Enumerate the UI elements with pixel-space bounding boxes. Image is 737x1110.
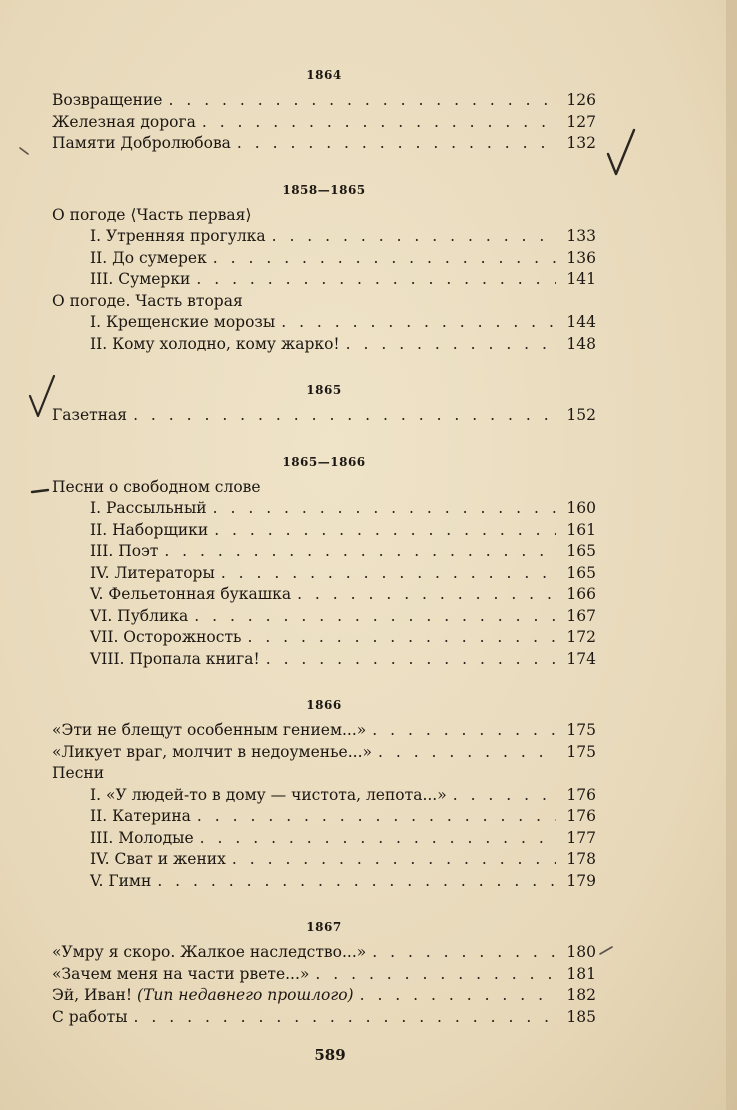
toc-entry [52, 312, 596, 334]
dot-leader [266, 649, 556, 671]
toc-entry [52, 541, 596, 563]
dot-leader [200, 828, 556, 850]
entry-page-number: 165 [566, 563, 596, 582]
dot-leader [272, 226, 556, 248]
entry-page-number: 132 [566, 134, 596, 152]
entry-title-text: Памяти Добролюбова [52, 134, 231, 152]
entry-title [52, 133, 231, 155]
entry-title [52, 985, 354, 1007]
entry-title [90, 520, 208, 542]
dot-leader [372, 720, 556, 742]
toc-entry [52, 985, 596, 1007]
toc-entry [52, 627, 596, 649]
entry-title [90, 226, 266, 248]
entry-title-text: IV. Литераторы [90, 563, 215, 582]
toc-section [52, 916, 596, 1028]
entry-title [52, 477, 261, 499]
dot-leader [237, 133, 556, 155]
entry-title-text: II. Наборщики [90, 520, 209, 539]
dot-leader [360, 985, 556, 1007]
entry-page-number: 136 [566, 248, 596, 267]
entry-title-text: С работы [52, 1007, 128, 1026]
pencil-dash-icon [30, 486, 52, 496]
dot-leader [197, 806, 556, 828]
entry-title-text: «Зачем меня на части рвете...» [52, 964, 310, 983]
entry-title [90, 849, 226, 871]
entry-title [90, 334, 340, 356]
entry-page-number: 152 [566, 406, 596, 424]
toc-entry [52, 520, 596, 542]
section-year-heading: 1867 [306, 920, 342, 934]
entry-title-text: Песни [52, 764, 105, 782]
entry-title [52, 112, 196, 134]
entry-title [90, 871, 151, 893]
toc-entry [52, 498, 596, 520]
entry-page-number: 175 [566, 721, 596, 739]
toc-entry [52, 828, 596, 850]
toc-entry [52, 269, 596, 291]
toc-entry [52, 1007, 596, 1029]
entry-page-number: 172 [566, 628, 596, 646]
entry-title [52, 205, 252, 227]
entry-title-text: VII. Осторожность [90, 628, 242, 646]
toc-entry [52, 806, 596, 828]
entry-title [90, 248, 207, 270]
entry-title [52, 942, 366, 964]
entry-page-number: 177 [566, 828, 596, 847]
entry-title [52, 90, 162, 112]
entry-title [90, 627, 241, 649]
toc-section [52, 179, 596, 356]
dot-leader [164, 541, 556, 563]
section-year-heading: 1865—1866 [282, 454, 366, 469]
toc-entry [52, 720, 596, 742]
entry-page-number: 144 [566, 313, 596, 331]
entry-title-text: «Ликует враг, молчит в недоуменье...» [52, 742, 372, 761]
entry-title [90, 269, 190, 291]
entry-page-number: 166 [566, 585, 596, 603]
entry-page-number: 167 [566, 606, 596, 625]
entry-title-text: Песни о свободном слове [52, 477, 261, 496]
dot-leader [315, 964, 556, 986]
entry-title-text: II. Катерина [90, 807, 191, 825]
dot-leader [214, 520, 556, 542]
dot-leader [157, 871, 556, 893]
entry-page-number: 141 [566, 270, 596, 288]
page-number: 589 [314, 1046, 346, 1064]
entry-title [52, 964, 309, 986]
toc-entry [52, 477, 596, 499]
entry-page-number: 181 [566, 964, 596, 983]
entry-title-text: Железная дорога [52, 112, 196, 131]
toc-entry [52, 226, 596, 248]
toc-entry [52, 334, 596, 356]
dot-leader [168, 90, 556, 112]
entry-title [90, 828, 194, 850]
entry-title [52, 720, 366, 742]
entry-title-text: I. Крещенские морозы [90, 313, 276, 331]
entry-title [52, 405, 127, 427]
entry-title [90, 563, 215, 585]
entry-title-text: VIII. Пропала книга! [90, 649, 260, 668]
entry-page-number: 185 [566, 1007, 596, 1026]
toc-entry [52, 90, 596, 112]
entry-page-number: 161 [566, 520, 596, 539]
entry-page-number: 180 [566, 943, 596, 961]
entry-page-number: 174 [566, 649, 596, 668]
entry-title-text: Газетная [52, 406, 128, 424]
entry-title-text: II. До сумерек [90, 248, 207, 267]
entry-page-number: 175 [566, 742, 596, 761]
section-year-heading: 1864 [306, 68, 342, 82]
toc-entry [52, 248, 596, 270]
toc-entry [52, 563, 596, 585]
entry-page-number: 179 [566, 871, 596, 890]
toc-entry [52, 785, 596, 807]
dot-leader [297, 584, 556, 606]
toc-entry [52, 291, 596, 313]
entry-title-text: V. Фельетонная букашка [90, 585, 292, 603]
entry-title-text: II. Кому холодно, кому жарко! [90, 334, 340, 353]
toc-entry [52, 112, 596, 134]
toc-entry [52, 742, 596, 764]
entry-title-text: Возвращение [52, 91, 163, 109]
entry-page-number: 182 [566, 986, 596, 1004]
dot-leader [281, 312, 556, 334]
entry-title-text: IV. Сват и жених [90, 850, 226, 868]
dot-leader [134, 1007, 556, 1029]
entry-page-number: 148 [566, 334, 596, 353]
dot-leader [194, 606, 556, 628]
toc-entry [52, 942, 596, 964]
entry-title-text: I. Утренняя прогулка [90, 227, 266, 245]
entry-page-number: 176 [566, 785, 596, 804]
entry-title [90, 541, 158, 563]
toc-entry [52, 871, 596, 893]
dot-leader [213, 248, 556, 270]
dot-leader [202, 112, 556, 134]
toc-entry [52, 649, 596, 671]
entry-title-text: III. Сумерки [90, 270, 191, 288]
entry-title [90, 649, 260, 671]
section-year-heading: 1858—1865 [282, 182, 366, 197]
toc-entry [52, 849, 596, 871]
entry-page-number: 176 [566, 807, 596, 825]
entry-page-number: 133 [566, 227, 596, 245]
toc-entry [52, 763, 596, 785]
pencil-tick-icon [18, 140, 40, 162]
entry-title-text: III. Поэт [90, 542, 159, 560]
section-year-heading: 1865 [306, 383, 342, 397]
page-edge-shadow [726, 0, 737, 1110]
toc-section [52, 451, 596, 671]
pencil-tick-icon [598, 944, 616, 958]
entry-subtitle: (Тип недавнего прошлого) [137, 986, 354, 1004]
dot-leader [196, 269, 556, 291]
entry-title [52, 763, 104, 785]
dot-leader [133, 405, 556, 427]
entry-title [90, 785, 447, 807]
toc-section [52, 379, 596, 427]
toc-entry [52, 584, 596, 606]
table-of-contents [52, 64, 596, 1052]
entry-title [90, 606, 188, 628]
entry-title-text: О погоде ⟨Часть первая⟩ [52, 205, 252, 224]
entry-title-text: III. Молодые [90, 828, 194, 847]
entry-page-number: 178 [566, 850, 596, 868]
entry-title [90, 498, 207, 520]
entry-page-number: 160 [566, 499, 596, 517]
entry-title [52, 291, 243, 313]
entry-title-text: I. «У людей-то в дому — чистота, лепота...» [90, 785, 447, 804]
entry-title-text: «Умру я скоро. Жалкое наследство...» [52, 943, 367, 961]
entry-page-number: 165 [566, 542, 596, 560]
section-year-heading: 1866 [306, 698, 342, 712]
dot-leader [247, 627, 556, 649]
dot-leader [378, 742, 556, 764]
entry-title-text: I. Рассыльный [90, 499, 207, 517]
dot-leader [213, 498, 556, 520]
entry-title-text: О погоде. Часть вторая [52, 291, 243, 310]
entry-title-text: V. Гимн [90, 871, 152, 890]
dot-leader [346, 334, 556, 356]
toc-entry [52, 205, 596, 227]
entry-title [52, 1007, 128, 1029]
dot-leader [232, 849, 556, 871]
dot-leader [221, 563, 556, 585]
toc-entry [52, 606, 596, 628]
entry-title-text: VI. Публика [90, 606, 189, 625]
dot-leader [453, 785, 556, 807]
toc-entry [52, 133, 596, 155]
entry-title-text: «Эти не блещут особенным гением...» [52, 721, 367, 739]
pencil-checkmark-icon [604, 124, 638, 180]
toc-entry [52, 405, 596, 427]
entry-title [90, 584, 291, 606]
entry-page-number: 126 [566, 91, 596, 109]
entry-title [90, 312, 275, 334]
entry-title-text: Эй, Иван! [52, 986, 133, 1004]
entry-title [52, 742, 372, 764]
toc-entry [52, 964, 596, 986]
entry-page-number: 127 [566, 112, 596, 131]
toc-section [52, 64, 596, 155]
dot-leader [372, 942, 556, 964]
entry-title [90, 806, 191, 828]
toc-section [52, 694, 596, 892]
